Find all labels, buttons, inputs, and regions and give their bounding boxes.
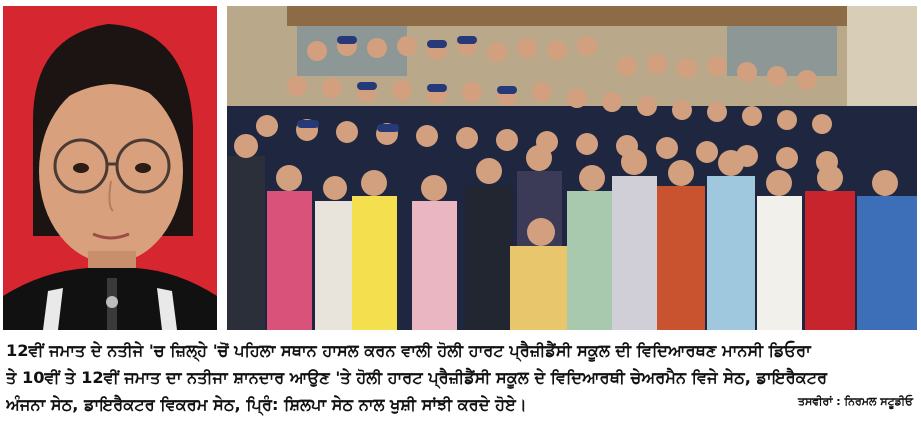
photo-caption — [6, 337, 916, 418]
caption-line-3: ਅੰਜਨਾ ਸੇਠ, ਡਾਇਰੈਕਟਰ ਵਿਕਰਮ ਸੇਠ, ਪ੍ਰਿੰ: ਸ਼ਿਲਪਾ ਸੇਠ ਨਾਲ ਖੁਸ਼ੀ ਸਾਂਝੀ ਕਰਦੇ ਹੋਏ। — [6, 395, 527, 414]
photo-credit: ਤਸਵੀਰਾਂ : ਨਿਰਮਲ ਸਟੂਡੀਓ — [797, 395, 913, 408]
group-illustration — [227, 6, 917, 330]
student-portrait-photo — [3, 6, 217, 330]
portrait-illustration — [3, 6, 217, 330]
caption-line-1: 12ਵੀਂ ਜਮਾਤ ਦੇ ਨਤੀਜੇ 'ਚ ਜ਼ਿਲ੍ਹੇ 'ਚੋਂ ਪਹਿਲਾ ਸਥਾਨ ਹਾਸਲ ਕਰਨ ਵਾਲੀ ਹੋਲੀ ਹਾਰਟ ਪ੍ਰੈਜ਼ੀਡੈਂਸੀ ਸਕੂਲ ਦੀ ਵਿਦਿਆਰਥਣ ਮਾਨਸੀ ਡਿਓਰਾ — [6, 341, 811, 360]
group-celebration-photo — [227, 6, 917, 330]
caption-line-2: ਤੇ 10ਵੀਂ ਤੇ 12ਵੀਂ ਜਮਾਤ ਦਾ ਨਤੀਜਾ ਸ਼ਾਨਦਾਰ ਆਉਣ 'ਤੇ ਹੋਲੀ ਹਾਰਟ ਪ੍ਰੈਜ਼ੀਡੈਂਸੀ ਸਕੂਲ ਦੇ ਵਿਦਿਆਰਥੀ ਚੇਅਰਮੈਨ ਵਿਜੇ ਸੇਠ, ਡਾਇਰੈਕਟਰ — [6, 368, 828, 387]
